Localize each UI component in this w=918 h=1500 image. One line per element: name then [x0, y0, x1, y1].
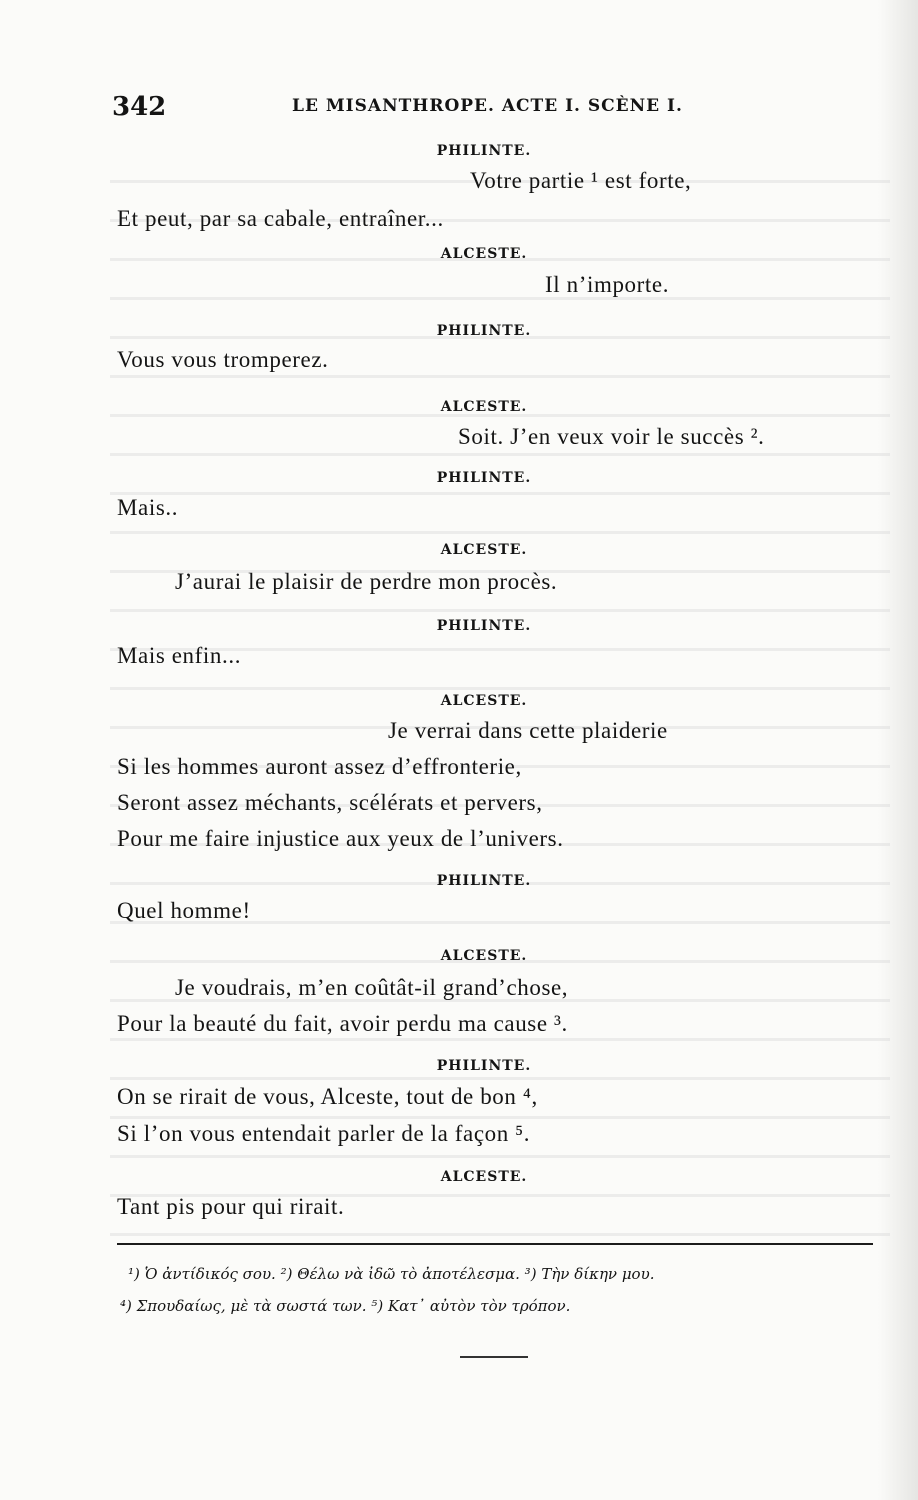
page-header	[112, 92, 808, 122]
verse-line: Tant pis pour qui rirait.	[117, 1194, 345, 1219]
end-rule	[460, 1356, 528, 1358]
verse-line: Pour la beauté du fait, avoir perdu ma cause ³.	[117, 1011, 568, 1036]
verse-line: Et peut, par sa cabale, entraîner...	[117, 206, 444, 231]
footnote-line: ¹) Ὁ ἀντίδικός σου. ²) Θέλω νὰ ἰδῶ τὸ ἀποτέλεσμα. ³) Τὴν δίκην μου.	[128, 1265, 655, 1283]
speaker-heading: ALCESTE.	[440, 948, 528, 964]
verse-line: Si les hommes auront assez d’effronterie,	[117, 754, 522, 779]
speaker-heading: PHILINTE.	[436, 323, 532, 339]
verse-line: Je verrai dans cette plaiderie	[388, 718, 668, 743]
speaker-heading: ALCESTE.	[440, 1169, 528, 1185]
verse-line: Votre partie ¹ est forte,	[470, 168, 692, 193]
running-title: LE MISANTHROPE. ACTE I. SCÈNE I.	[292, 96, 683, 116]
verse-line: J’aurai le plaisir de perdre mon procès.	[175, 569, 558, 594]
page-edge-shadow	[878, 0, 918, 1500]
verse-line: Seront assez méchants, scélérats et pervers,	[117, 790, 543, 815]
speaker-heading: PHILINTE.	[436, 1058, 532, 1074]
verse-line: Quel homme!	[117, 898, 251, 923]
verse-line: Pour me faire injustice aux yeux de l’univers.	[117, 826, 564, 851]
page-number: 342	[112, 92, 167, 122]
footnote-line: ⁴) Σπουδαίως, μὲ τὰ σωστά των. ⁵) Κατ᾽ αὐτὸν τὸν τρόπον.	[120, 1297, 571, 1315]
verse-line: Il n’importe.	[545, 272, 670, 297]
speaker-heading: ALCESTE.	[440, 542, 528, 558]
footnote-rule	[117, 1243, 873, 1245]
speaker-heading: ALCESTE.	[440, 246, 528, 262]
speaker-heading: ALCESTE.	[440, 399, 528, 415]
verse-line: Si l’on vous entendait parler de la façon ⁵.	[117, 1121, 531, 1146]
verse-line: On se rirait de vous, Alceste, tout de bon ⁴,	[117, 1084, 538, 1109]
speaker-heading: PHILINTE.	[436, 143, 532, 159]
verse-line: Je voudrais, m’en coûtât-il grand’chose,	[175, 975, 569, 1000]
verse-line: Mais..	[117, 495, 179, 520]
verse-line: Mais enfin...	[117, 643, 242, 668]
verse-line: Soit. J’en veux voir le succès ².	[458, 424, 765, 449]
verse-line: Vous vous tromperez.	[117, 347, 329, 372]
speaker-heading: PHILINTE.	[436, 618, 532, 634]
speaker-heading: ALCESTE.	[440, 693, 528, 709]
speaker-heading: PHILINTE.	[436, 470, 532, 486]
speaker-heading: PHILINTE.	[436, 873, 532, 889]
